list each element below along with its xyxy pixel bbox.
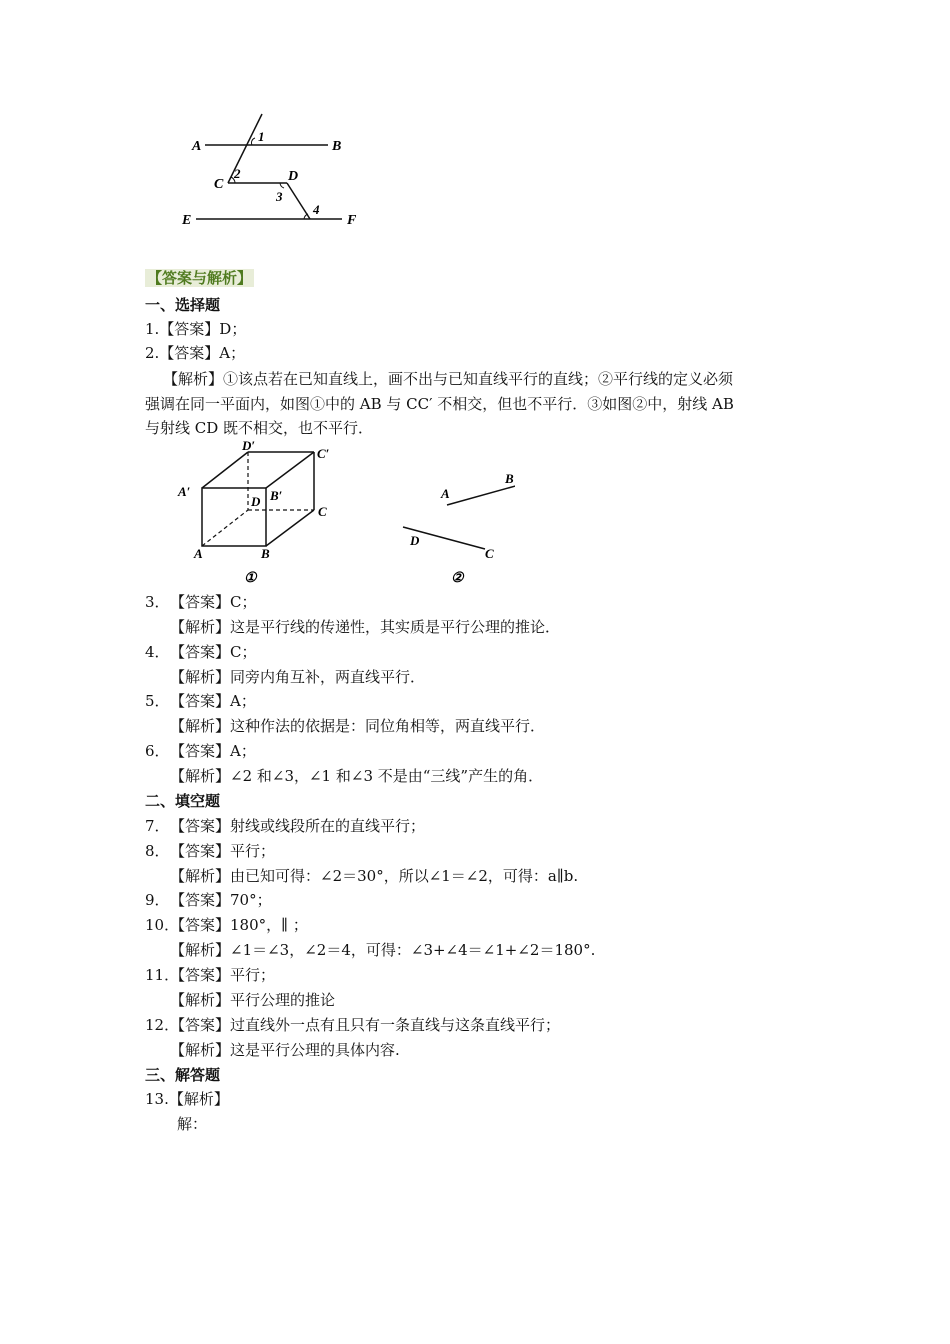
label-2: 2 — [234, 166, 241, 181]
q12-number: 12． — [145, 1016, 180, 1034]
ray-label-C: C — [485, 546, 494, 561]
cube-label-B: B — [261, 546, 270, 561]
label-D: D — [288, 169, 299, 184]
q8-explanation: 【解析】由已知可得：∠2＝30°，所以∠1＝∠2，可得：a∥b. — [170, 867, 579, 885]
q3-answer: 【答案】C； — [170, 593, 257, 611]
q5-number: 5． — [145, 692, 170, 710]
cube-label-Bp: B′ — [270, 488, 283, 503]
q8-answer: 【答案】平行； — [170, 842, 276, 860]
q11-number: 11． — [145, 966, 180, 984]
q3-explanation: 【解析】这是平行线的传递性，其实质是平行公理的推论． — [170, 618, 561, 636]
q13-body: 解： — [177, 1115, 208, 1133]
q2-answer: 2.【答案】A； — [145, 344, 246, 362]
q7-number: 7． — [145, 817, 170, 835]
cube-label-Dp: D′ — [242, 440, 256, 453]
q9-number: 9． — [145, 891, 170, 909]
section-choice: 一、选择题 — [145, 296, 221, 314]
q6-number: 6． — [145, 742, 170, 760]
q12-explanation: 【解析】这是平行公理的具体内容. — [170, 1041, 400, 1059]
q2-explanation-line2: 强调在同一平面内，如图①中的 AB 与 CC′ 不相交，但也不平行．③如图②中，射线 AB — [145, 395, 734, 413]
label-C: C — [214, 177, 224, 192]
cube-label-D: D — [251, 494, 261, 509]
q6-answer: 【答案】A； — [170, 742, 256, 760]
q1-answer: 1.【答案】D； — [145, 320, 247, 338]
rays-caption: ② — [451, 571, 464, 586]
label-A: A — [192, 139, 202, 154]
q4-number: 4． — [145, 643, 170, 661]
q4-answer: 【答案】C； — [170, 643, 257, 661]
ray-label-B: B — [505, 471, 514, 486]
figure-parallel-lines — [170, 108, 390, 233]
q9-answer: 【答案】70°； — [170, 891, 272, 909]
q5-explanation: 【解析】这种作法的依据是：同位角相等，两直线平行． — [170, 717, 546, 735]
ray-label-A: A — [441, 486, 450, 501]
q12-answer: 【答案】过直线外一点有且只有一条直线与这条直线平行； — [170, 1016, 561, 1034]
cube-label-C: C — [318, 504, 327, 519]
q11-answer: 【答案】平行； — [170, 966, 276, 984]
cube-label-Cp: C′ — [317, 446, 330, 461]
label-E: E — [182, 213, 192, 228]
label-B: B — [332, 139, 342, 154]
q13-heading: 13.【解析】 — [145, 1090, 229, 1108]
label-3: 3 — [276, 189, 283, 204]
q6-explanation: 【解析】∠2 和∠3，∠1 和∠3 不是由“三线”产生的角． — [170, 767, 544, 785]
section-solve: 三、解答题 — [145, 1066, 221, 1084]
cube-caption: ① — [244, 571, 257, 586]
figure-rays — [395, 465, 515, 588]
answer-section-title: 【答案与解析】 — [147, 269, 253, 287]
q8-number: 8． — [145, 842, 170, 860]
q10-number: 10． — [145, 916, 180, 934]
q2-explanation-line3: 与射线 CD 既不相交，也不平行． — [145, 419, 374, 437]
q3-number: 3． — [145, 593, 170, 611]
q7-answer: 【答案】射线或线段所在的直线平行； — [170, 817, 426, 835]
segment-d-ef — [287, 183, 310, 219]
label-F: F — [347, 213, 357, 228]
section-fill: 二、填空题 — [145, 792, 221, 810]
q10-explanation: 【解析】∠1＝∠3，∠2＝4，可得：∠3+∠4＝∠1+∠2＝180°. — [170, 941, 596, 959]
label-4: 4 — [313, 202, 320, 217]
cube-label-Ap: A′ — [178, 484, 191, 499]
q11-explanation: 【解析】平行公理的推论 — [170, 991, 336, 1009]
q10-answer: 【答案】180°，∥ ； — [170, 916, 308, 934]
q4-explanation: 【解析】同旁内角互补，两直线平行． — [170, 668, 426, 686]
q5-answer: 【答案】A； — [170, 692, 256, 710]
figure-cube — [172, 440, 342, 588]
q2-explanation-line1: 【解析】①该点若在已知直线上，画不出与已知直线平行的直线；②平行线的定义必须 — [163, 370, 734, 388]
label-1: 1 — [258, 129, 265, 144]
ray-label-D: D — [410, 533, 420, 548]
cube-label-A: A — [194, 546, 203, 561]
